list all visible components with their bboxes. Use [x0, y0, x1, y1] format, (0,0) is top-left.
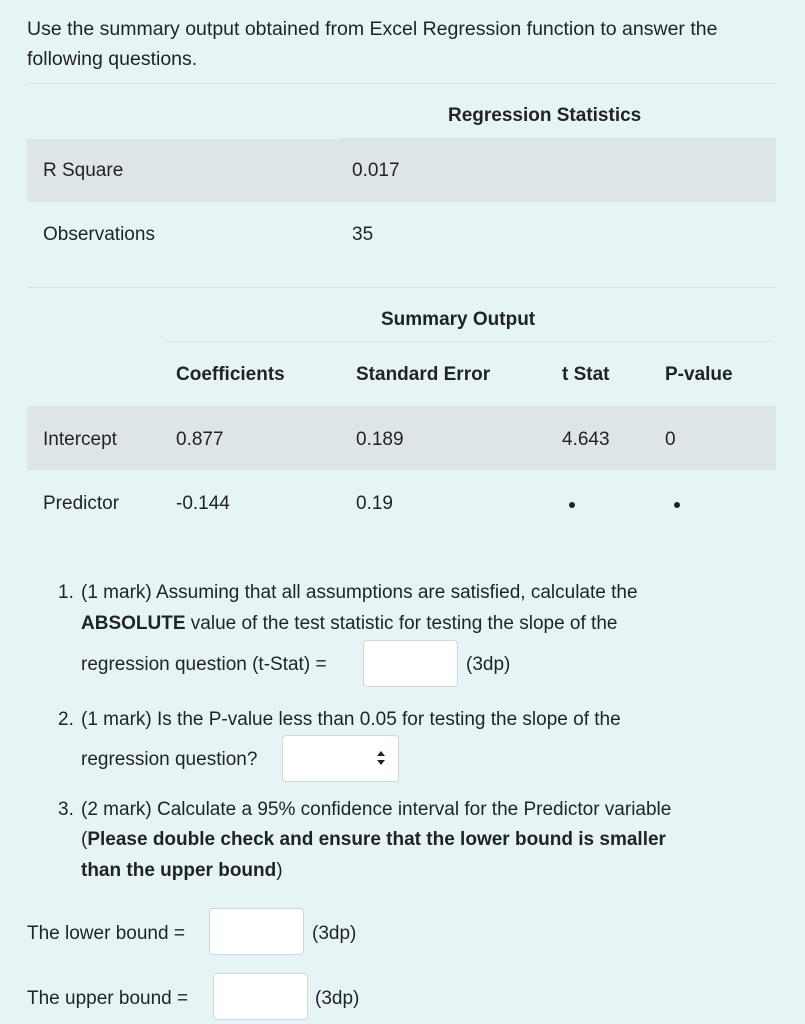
header-standard-error: Standard Error [356, 364, 491, 385]
predictor-coefficient: -0.144 [176, 493, 230, 514]
table-row [27, 139, 776, 202]
intercept-p-value: 0 [665, 429, 676, 450]
predictor-standard-error: 0.19 [356, 493, 393, 514]
lower-bound-input[interactable] [209, 908, 304, 955]
q1-bold-absolute: ABSOLUTE [81, 613, 186, 634]
upper-bound-label: The upper bound = [27, 988, 189, 1009]
intro-text: Use the summary output obtained from Excel Regression function to answer the following questions. [27, 18, 718, 70]
p-value-select[interactable] [282, 735, 399, 782]
intercept-label: Intercept [43, 429, 117, 450]
q2-line1: (1 mark) Is the P-value less than 0.05 for testing the slope of the [81, 709, 621, 730]
upper-bound-suffix: (3dp) [315, 988, 360, 1009]
q3-line2 [81, 825, 666, 855]
q3-close-paren: ) [276, 860, 283, 881]
upper-bound-input[interactable] [213, 973, 308, 1020]
q1-line2 [81, 609, 617, 639]
q1-number: 1. [58, 582, 74, 603]
rsquare-value: 0.017 [352, 160, 400, 181]
rsquare-label: R Square [43, 160, 124, 181]
intercept-t-stat: 4.643 [562, 429, 610, 450]
q3-line1: (2 mark) Calculate a 95% confidence interval for the Predictor variable [81, 799, 672, 820]
select-arrows-icon [376, 748, 386, 768]
predictor-t-stat-blank-bullet [569, 502, 575, 508]
q1-line2-rest: value of the test statistic for testing the slope of the [185, 613, 618, 634]
regression-stats-title: Regression Statistics [448, 105, 642, 126]
q2-number: 2. [58, 709, 74, 730]
lower-bound-suffix: (3dp) [312, 923, 357, 944]
q3-open-paren: ( [81, 829, 88, 850]
predictor-p-value-blank-bullet [674, 502, 680, 508]
divider [165, 341, 772, 342]
observations-label: Observations [43, 224, 155, 245]
t-stat-input[interactable] [363, 640, 458, 687]
q1-line1: (1 mark) Assuming that all assumptions are satisfied, calculate the [81, 582, 638, 603]
intercept-coefficient: 0.877 [176, 429, 224, 450]
q3-bold-line2: than the upper bound [81, 860, 277, 881]
header-t-stat: t Stat [562, 364, 610, 385]
predictor-label: Predictor [43, 493, 120, 514]
q3-line3 [81, 856, 283, 886]
q2-line2: regression question? [81, 749, 258, 770]
divider [27, 83, 776, 84]
summary-output-title: Summary Output [381, 309, 536, 330]
header-p-value: P-value [665, 364, 733, 385]
divider [27, 287, 776, 288]
header-coefficients: Coefficients [176, 364, 285, 385]
observations-value: 35 [352, 224, 374, 245]
q1-line3: regression question (t-Stat) = [81, 654, 327, 675]
q1-suffix: (3dp) [466, 654, 511, 675]
intercept-standard-error: 0.189 [356, 429, 404, 450]
q3-bold-line1: Please double check and ensure that the lower bound is smaller [87, 829, 666, 850]
lower-bound-label: The lower bound = [27, 923, 185, 944]
q3-number: 3. [58, 799, 74, 820]
